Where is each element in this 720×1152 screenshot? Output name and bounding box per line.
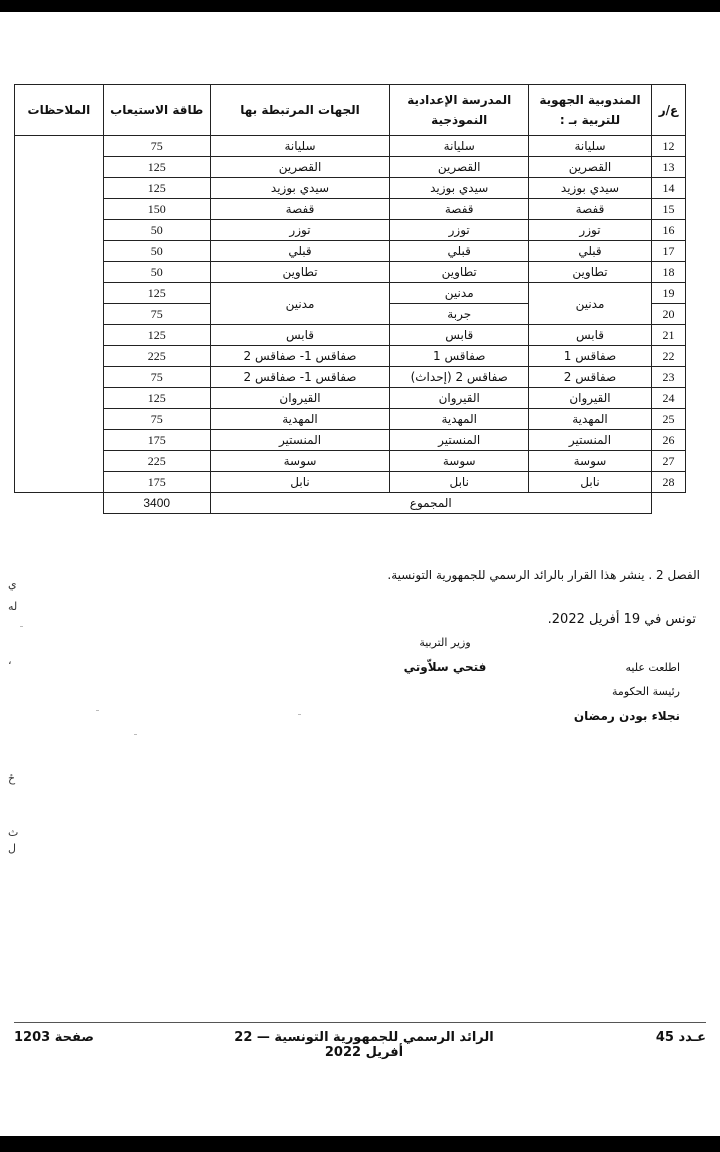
margin-mark: ل xyxy=(8,842,16,855)
table-row xyxy=(15,262,686,283)
row-delegation: قبلي xyxy=(529,241,652,262)
row-index: 23 xyxy=(651,367,685,388)
header-index: ع/ر xyxy=(651,85,685,136)
footer-issue: عـدد 45 xyxy=(655,1030,706,1045)
row-index: 27 xyxy=(651,451,685,472)
margin-mark: ، xyxy=(8,654,12,667)
top-black-band xyxy=(0,0,720,12)
row-linked: صفاقس 1- صفاقس 2 xyxy=(210,367,390,388)
row-index: 25 xyxy=(651,409,685,430)
table-row xyxy=(15,199,686,220)
row-capacity: 75 xyxy=(103,136,210,157)
row-index: 19 xyxy=(651,283,685,304)
row-linked: سوسة xyxy=(210,451,390,472)
row-delegation: صفاقس 1 xyxy=(529,346,652,367)
total-value: 3400 xyxy=(103,493,210,514)
row-delegation: قابس xyxy=(529,325,652,346)
row-delegation: سوسة xyxy=(529,451,652,472)
row-delegation: المنستير xyxy=(529,430,652,451)
row-linked: القصرين xyxy=(210,157,390,178)
row-index: 13 xyxy=(651,157,685,178)
row-school: المنستير xyxy=(390,430,529,451)
row-delegation: توزر xyxy=(529,220,652,241)
page-footer xyxy=(14,1030,706,1060)
footer-publication: الرائد الرسمي للجمهورية التونسية — 22 أفريل 2022 xyxy=(234,1030,494,1060)
row-school: القيروان xyxy=(390,388,529,409)
row-delegation: تطاوين xyxy=(529,262,652,283)
row-capacity: 75 xyxy=(103,367,210,388)
row-delegation: قفصة xyxy=(529,199,652,220)
row-school: نابل xyxy=(390,472,529,493)
row-capacity: 75 xyxy=(103,409,210,430)
footer-page-number: صفحة 1203 xyxy=(14,1030,94,1045)
scan-speck xyxy=(298,714,301,715)
row-delegation: نابل xyxy=(529,472,652,493)
table-row xyxy=(15,220,686,241)
footer-rule xyxy=(14,1022,706,1023)
row-linked: المهدية xyxy=(210,409,390,430)
table-row xyxy=(15,325,686,346)
row-capacity: 150 xyxy=(103,199,210,220)
row-capacity: 50 xyxy=(103,262,210,283)
table-row xyxy=(15,283,686,304)
pm-title: رئيسة الحكومة xyxy=(612,685,680,698)
row-school: المهدية xyxy=(390,409,529,430)
row-linked: القيروان xyxy=(210,388,390,409)
row-school: سوسة xyxy=(390,451,529,472)
header-school-line2: النموذجية xyxy=(431,113,488,127)
table-row xyxy=(15,346,686,367)
table-row xyxy=(15,241,686,262)
scan-speck xyxy=(20,626,23,627)
row-linked: سيدي بوزيد xyxy=(210,178,390,199)
pm-name: نجلاء بودن رمضان xyxy=(573,709,680,723)
row-index: 28 xyxy=(651,472,685,493)
row-delegation: القيروان xyxy=(529,388,652,409)
row-school: سليانة xyxy=(390,136,529,157)
row-capacity: 225 xyxy=(103,346,210,367)
row-capacity: 50 xyxy=(103,220,210,241)
row-school: جربة xyxy=(390,304,529,325)
row-index: 18 xyxy=(651,262,685,283)
header-capacity: طاقة الاستيعاب xyxy=(103,85,210,136)
row-linked: قبلي xyxy=(210,241,390,262)
table-row xyxy=(15,136,686,157)
total-spacer xyxy=(15,493,104,514)
row-linked: مدنين xyxy=(210,283,390,325)
article-2: الفصل 2 . ينشر هذا القرار بالرائد الرسمي للجمهورية التونسية. xyxy=(387,568,700,582)
row-school: سيدي بوزيد xyxy=(390,178,529,199)
table-row xyxy=(15,157,686,178)
row-index: 21 xyxy=(651,325,685,346)
row-index: 14 xyxy=(651,178,685,199)
row-school: توزر xyxy=(390,220,529,241)
row-capacity: 225 xyxy=(103,451,210,472)
header-school-line1: المدرسة الإعدادية xyxy=(407,93,512,107)
row-delegation: مدنين xyxy=(529,283,652,325)
pm-signature xyxy=(520,656,680,728)
header-school xyxy=(390,85,529,136)
row-delegation: القصرين xyxy=(529,157,652,178)
date-line: تونس في 19 أفريل 2022. xyxy=(547,612,696,627)
schools-table xyxy=(14,84,686,514)
row-capacity: 125 xyxy=(103,178,210,199)
header-delegation-line1: المندوبية الجهوية xyxy=(539,93,641,107)
table-row xyxy=(15,388,686,409)
row-capacity: 125 xyxy=(103,283,210,304)
row-linked: صفاقس 1- صفاقس 2 xyxy=(210,346,390,367)
table-row xyxy=(15,367,686,388)
row-index: 24 xyxy=(651,388,685,409)
row-linked: المنستير xyxy=(210,430,390,451)
row-capacity: 125 xyxy=(103,325,210,346)
margin-mark: ث xyxy=(8,826,19,839)
row-linked: قفصة xyxy=(210,199,390,220)
margin-mark: له xyxy=(8,600,18,613)
row-school: قابس xyxy=(390,325,529,346)
scan-speck xyxy=(96,710,99,711)
header-delegation xyxy=(529,85,652,136)
header-delegation-line2: للتربية بـ : xyxy=(559,113,621,127)
row-linked: سليانة xyxy=(210,136,390,157)
row-index: 12 xyxy=(651,136,685,157)
row-school: القصرين xyxy=(390,157,529,178)
row-linked: قابس xyxy=(210,325,390,346)
row-capacity: 175 xyxy=(103,430,210,451)
row-capacity: 125 xyxy=(103,157,210,178)
table-row xyxy=(15,178,686,199)
row-school: قفصة xyxy=(390,199,529,220)
minister-title: وزير التربية xyxy=(419,636,471,649)
notes-cell xyxy=(15,136,104,493)
margin-mark: ځ xyxy=(8,772,16,785)
minister-name: فتحي سلاّوتي xyxy=(403,660,487,674)
row-index: 26 xyxy=(651,430,685,451)
total-label: المجموع xyxy=(210,493,651,514)
seen-label: اطلعت عليه xyxy=(625,661,680,674)
row-linked: نابل xyxy=(210,472,390,493)
table-row xyxy=(15,451,686,472)
table-row xyxy=(15,472,686,493)
row-school: تطاوين xyxy=(390,262,529,283)
table-row xyxy=(15,430,686,451)
table-header-row xyxy=(15,85,686,136)
row-index: 20 xyxy=(651,304,685,325)
total-row xyxy=(15,493,686,514)
bottom-black-band xyxy=(0,1136,720,1152)
row-linked: تطاوين xyxy=(210,262,390,283)
row-delegation: سيدي بوزيد xyxy=(529,178,652,199)
row-capacity: 175 xyxy=(103,472,210,493)
total-spacer xyxy=(651,493,685,514)
row-capacity: 75 xyxy=(103,304,210,325)
row-index: 15 xyxy=(651,199,685,220)
row-index: 16 xyxy=(651,220,685,241)
header-notes: الملاحظات xyxy=(15,85,104,136)
header-linked: الجهات المرتبطة بها xyxy=(210,85,390,136)
row-linked: توزر xyxy=(210,220,390,241)
table-row xyxy=(15,409,686,430)
row-index: 22 xyxy=(651,346,685,367)
minister-signature xyxy=(385,631,505,679)
row-capacity: 125 xyxy=(103,388,210,409)
scan-speck xyxy=(134,734,137,735)
row-capacity: 50 xyxy=(103,241,210,262)
margin-mark: ي xyxy=(8,578,17,591)
row-index: 17 xyxy=(651,241,685,262)
row-delegation: المهدية xyxy=(529,409,652,430)
row-school: قبلي xyxy=(390,241,529,262)
row-delegation: صفاقس 2 xyxy=(529,367,652,388)
row-school: صفاقس 2 (إحداث) xyxy=(390,367,529,388)
row-delegation: سليانة xyxy=(529,136,652,157)
row-school: مدنين xyxy=(390,283,529,304)
row-school: صفاقس 1 xyxy=(390,346,529,367)
